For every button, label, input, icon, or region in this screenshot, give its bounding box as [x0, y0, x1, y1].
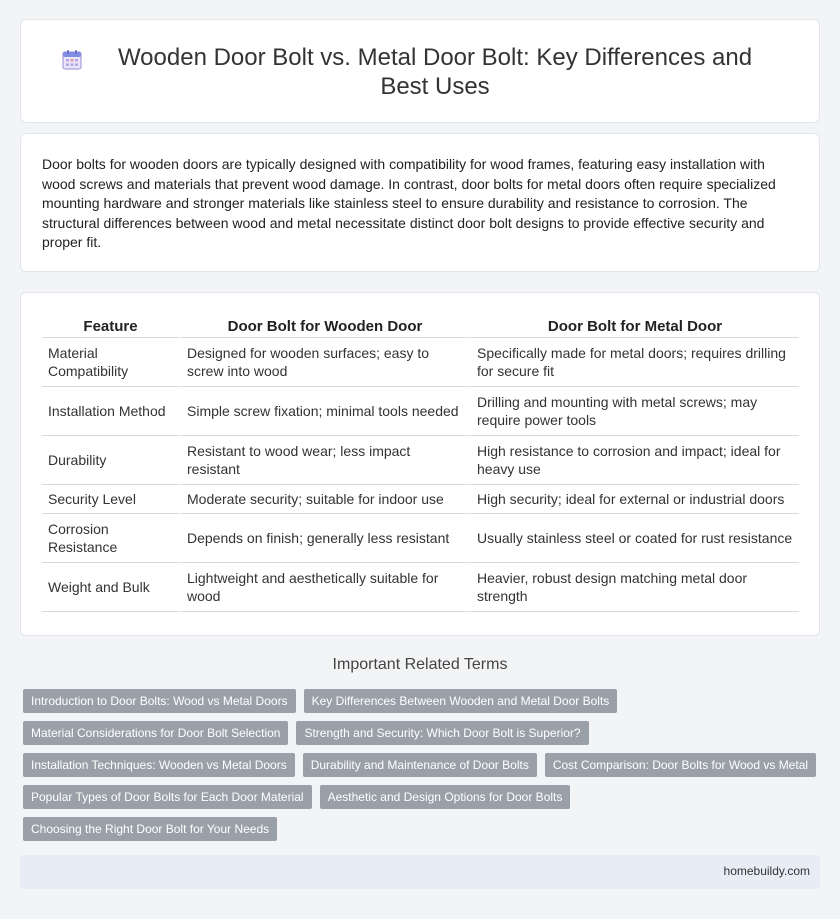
comparison-table	[42, 315, 799, 612]
table-cell: Durability	[42, 436, 179, 485]
table-cell: Heavier, robust design matching metal door strength	[469, 563, 799, 612]
related-term-tag[interactable]: Aesthetic and Design Options for Door Bolts	[320, 785, 571, 809]
table-cell: Corrosion Resistance	[42, 514, 179, 563]
related-term-tag[interactable]: Key Differences Between Wooden and Metal Door Bolts	[304, 689, 618, 713]
table-cell: High resistance to corrosion and impact; ideal for heavy use	[469, 436, 799, 485]
table-header-row	[42, 315, 799, 338]
table-cell: Resistant to wood wear; less impact resistant	[179, 436, 469, 485]
related-term-tag[interactable]: Choosing the Right Door Bolt for Your Needs	[23, 817, 277, 841]
table-cell: Lightweight and aesthetically suitable for wood	[179, 563, 469, 612]
table-row	[42, 485, 799, 514]
related-term-tag[interactable]: Cost Comparison: Door Bolts for Wood vs Metal	[545, 753, 816, 777]
related-term-tag[interactable]: Strength and Security: Which Door Bolt is Superior?	[296, 721, 588, 745]
related-term-tag[interactable]: Durability and Maintenance of Door Bolts	[303, 753, 537, 777]
title-card	[20, 19, 820, 123]
table-cell: Depends on finish; generally less resistant	[179, 514, 469, 563]
header-metal: Door Bolt for Metal Door	[469, 315, 799, 338]
table-row	[42, 514, 799, 563]
table-cell: Material Compatibility	[42, 338, 179, 387]
related-term-tag[interactable]: Material Considerations for Door Bolt Selection	[23, 721, 288, 745]
related-term-tag[interactable]: Popular Types of Door Bolts for Each Door Material	[23, 785, 312, 809]
intro-paragraph: Door bolts for wooden doors are typically designed with compatibility for wood frames, featuring easy installation with wood screws and materials that prevent wood damage. In contrast, door bolts for metal doors often require specialized mounting hardware and stronger materials like stainless steel to ensure durability and resistance to corrosion. The structural differences between wood and metal necessitate distinct door bolt designs to provide effective security and proper fit.	[42, 156, 776, 250]
table-cell: Drilling and mounting with metal screws; may require power tools	[469, 387, 799, 436]
table-cell: Usually stainless steel or coated for rust resistance	[469, 514, 799, 563]
table-row	[42, 338, 799, 387]
table-cell: Specifically made for metal doors; requires drilling for secure fit	[469, 338, 799, 387]
header-feature: Feature	[42, 315, 179, 338]
table-cell: High security; ideal for external or industrial doors	[469, 485, 799, 514]
table-cell: Moderate security; suitable for indoor use	[179, 485, 469, 514]
table-cell: Installation Method	[42, 387, 179, 436]
footer-site-link[interactable]: homebuildy.com	[723, 864, 810, 878]
table-row	[42, 436, 799, 485]
related-terms-list	[23, 689, 823, 849]
footer	[20, 855, 820, 889]
header-wooden: Door Bolt for Wooden Door	[179, 315, 469, 338]
table-cell: Designed for wooden surfaces; easy to screw into wood	[179, 338, 469, 387]
intro-card	[20, 133, 820, 272]
related-terms-heading: Important Related Terms	[332, 656, 508, 673]
table-cell: Simple screw fixation; minimal tools needed	[179, 387, 469, 436]
table-cell: Security Level	[42, 485, 179, 514]
related-term-tag[interactable]: Installation Techniques: Wooden vs Metal Doors	[23, 753, 295, 777]
page-title: Wooden Door Bolt vs. Metal Door Bolt: Key Differences and Best Uses	[117, 44, 753, 100]
related-term-tag[interactable]: Introduction to Door Bolts: Wood vs Metal Doors	[23, 689, 296, 713]
comparison-card	[20, 292, 820, 636]
table-row	[42, 387, 799, 436]
table-cell: Weight and Bulk	[42, 563, 179, 612]
table-row	[42, 563, 799, 612]
